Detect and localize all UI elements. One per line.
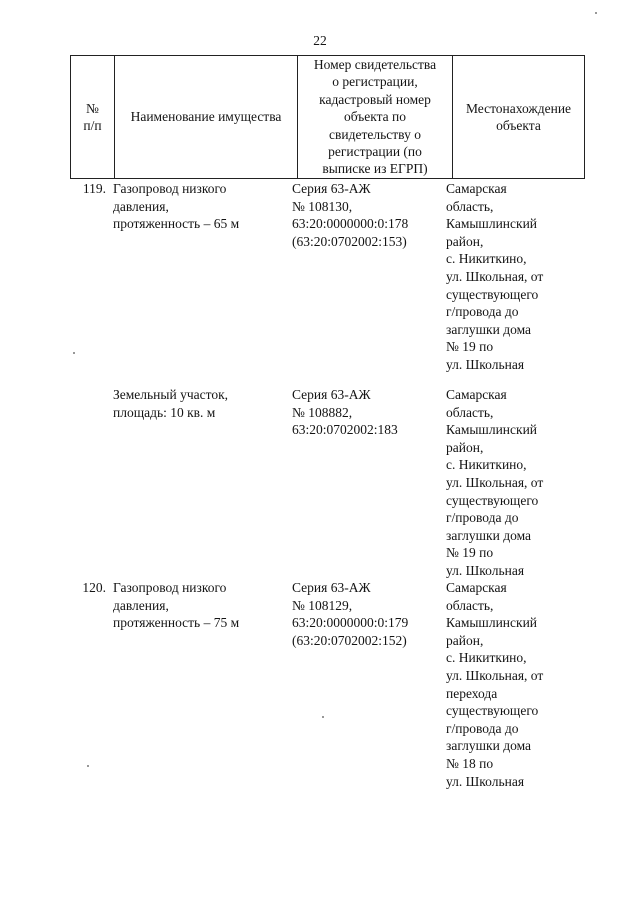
- scan-speck: [73, 352, 75, 354]
- header-property-name: Наименование имущества: [115, 56, 298, 179]
- scan-speck: [322, 716, 324, 718]
- property-location: Самарская область, Камышлинский район, с. Никиткино, ул. Школьная, от существующего г/провода до заглушки дома № 19 по ул. Школьная: [446, 181, 544, 372]
- property-location: Самарская область, Камышлинский район, с. Никиткино, ул. Школьная, от существующего г/провода до заглушки дома № 19 по ул. Школьная: [446, 387, 544, 578]
- scan-speck: [87, 765, 89, 767]
- scan-speck: [595, 12, 597, 14]
- property-name: Газопровод низкого давления, протяженность – 75 м: [113, 580, 240, 631]
- header-registration: Номер свидетельства о регистрации, кадастровый номер объекта по свидетельству о регистрации (по выписке из ЕГРП): [298, 56, 453, 179]
- row-number: 119.: [82, 181, 106, 196]
- header-row: [71, 56, 585, 179]
- property-location: Самарская область, Камышлинский район, с. Никиткино, ул. Школьная, от перехода существующего г/провода до заглушки дома № 18 по ул. Школьная: [446, 580, 544, 789]
- table-header: [70, 55, 585, 179]
- registration-number: Серия 63-АЖ № 108130, 63:20:0000000:0:178 (63:20:0702002:153): [292, 181, 409, 249]
- registration-number: Серия 63-АЖ № 108129, 63:20:0000000:0:179 (63:20:0702002:152): [292, 580, 409, 648]
- header-location: Местонахождение объекта: [453, 56, 585, 179]
- registration-number: Серия 63-АЖ № 108882, 63:20:0702002:183: [292, 387, 398, 438]
- row-number: 120.: [82, 580, 106, 595]
- property-name: Газопровод низкого давления, протяженность – 65 м: [113, 181, 240, 232]
- page-number: 22: [313, 33, 327, 48]
- header-number: № п/п: [71, 56, 115, 179]
- property-name: Земельный участок, площадь: 10 кв. м: [113, 387, 229, 420]
